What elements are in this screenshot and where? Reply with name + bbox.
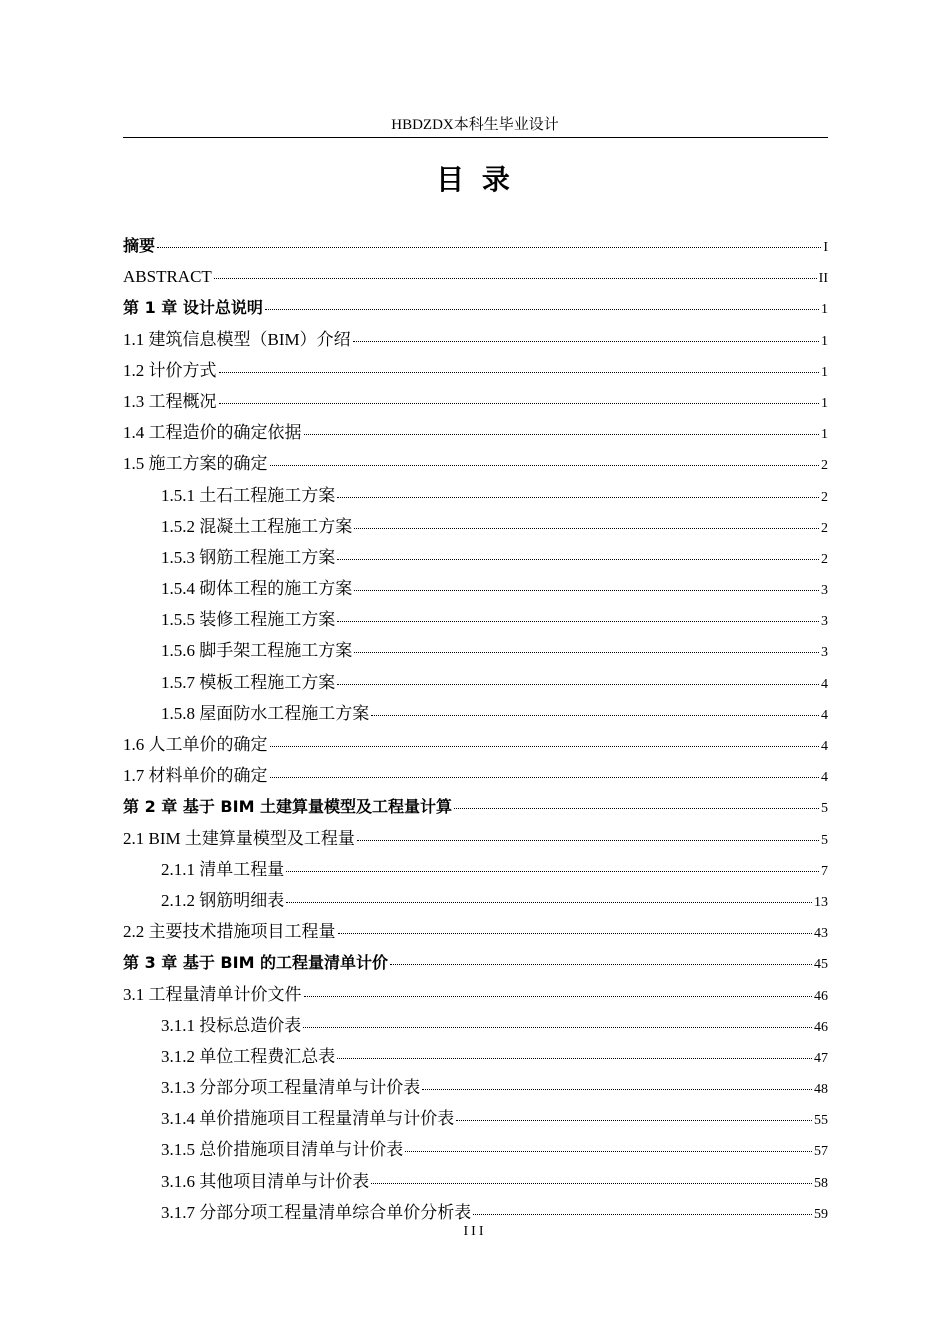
toc-leader-dots [357,840,819,841]
page-title: 目 录 [436,163,514,196]
toc-entry-label: 2.1.1 清单工程量 [161,859,285,879]
page-header: HBDZDX本科生毕业设计 [391,117,559,133]
toc-entry[interactable] [123,573,828,604]
toc-entry[interactable] [123,885,828,916]
toc-leader-dots [337,1058,812,1059]
toc-entry[interactable] [123,1134,828,1165]
toc-entry-page: 2 [821,520,828,536]
toc-entry-label: 1.2 计价方式 [123,360,217,380]
toc-leader-dots [270,465,820,466]
toc-leader-dots [371,715,819,716]
toc-leader-dots [473,1214,812,1215]
toc-entry[interactable] [123,947,828,978]
toc-leader-dots [338,933,813,934]
toc-entry-page: 45 [814,957,828,973]
toc-entry-label: 1.5.7 模板工程施工方案 [161,672,336,692]
toc-leader-dots [337,497,819,498]
toc-entry[interactable] [123,760,828,791]
toc-entry-label: 2.2 主要技术措施项目工程量 [123,922,336,942]
toc-leader-dots [422,1089,812,1090]
toc-entry-label: 1.4 工程造价的确定依据 [123,423,302,443]
toc-leader-dots [304,996,813,997]
toc-entry[interactable] [123,854,828,885]
toc-entry-page: 1 [821,364,828,380]
toc-entry-page: 5 [821,832,828,848]
toc-entry-label: 第 2 章 基于 BIM 土建算量模型及工程量计算 [123,797,453,817]
toc-entry[interactable] [123,292,828,323]
header-rule [123,137,828,138]
toc-entry[interactable] [123,355,828,386]
toc-leader-dots [270,777,820,778]
toc-entry-page: 1 [821,302,828,318]
toc-leader-dots [390,964,812,965]
toc-entry[interactable] [123,542,828,573]
toc-entry[interactable] [123,698,828,729]
toc-entry-label: 1.3 工程概况 [123,391,217,411]
toc-entry-page: 58 [814,1175,828,1191]
toc-leader-dots [337,621,819,622]
toc-entry[interactable] [123,1103,828,1134]
toc-leader-dots [157,247,821,248]
toc-entry-page: 1 [821,427,828,443]
toc-entry[interactable] [123,979,828,1010]
toc-entry-page: I [823,240,828,255]
toc-entry[interactable] [123,791,828,822]
toc-leader-dots [303,1027,812,1028]
table-of-contents [123,230,828,1228]
toc-entry-page: 2 [821,551,828,567]
toc-entry-page: 3 [821,583,828,599]
toc-entry-page: 3 [821,614,828,630]
toc-entry-label: 1.5.6 脚手架工程施工方案 [161,641,353,661]
toc-entry[interactable] [123,1041,828,1072]
toc-leader-dots [214,278,817,279]
toc-entry-page: 4 [821,739,828,754]
toc-entry-page: 4 [821,676,828,692]
toc-leader-dots [354,590,819,591]
toc-entry[interactable] [123,417,828,448]
toc-entry-label: 第 3 章 基于 BIM 的工程量清单计价 [123,953,389,973]
toc-entry[interactable] [123,729,828,760]
toc-entry-page: 48 [814,1082,828,1098]
toc-entry-label: 1.6 人工单价的确定 [123,735,268,754]
toc-entry[interactable] [123,916,828,947]
toc-entry-label: 3.1.7 分部分项工程量清单综合单价分析表 [161,1202,472,1222]
toc-leader-dots [456,1120,812,1121]
toc-entry-label: 3.1.3 分部分项工程量清单与计价表 [161,1078,421,1098]
footer-page-number: III [463,1224,487,1239]
toc-entry[interactable] [123,324,828,355]
toc-entry-label: 1.7 材料单价的确定 [123,766,268,786]
toc-entry-label: 1.5.2 混凝土工程施工方案 [161,516,353,536]
toc-entry-label: 3.1.2 单位工程费汇总表 [161,1046,336,1066]
toc-leader-dots [286,902,812,903]
toc-leader-dots [219,403,820,404]
toc-entry-page: II [818,271,828,287]
toc-entry-label: 3.1.6 其他项目清单与计价表 [161,1171,370,1191]
toc-entry[interactable] [123,511,828,542]
toc-entry-page: 46 [814,988,828,1004]
toc-entry-label: 1.5.8 屋面防水工程施工方案 [161,703,370,723]
toc-entry-label: 2.1.2 钢筋明细表 [161,890,285,910]
toc-leader-dots [286,871,819,872]
toc-entry-page: 2 [821,458,828,474]
toc-entry-label: 1.5.4 砌体工程的施工方案 [161,579,353,599]
toc-entry-page: 2 [821,489,828,505]
toc-entry-label: 第 1 章 设计总说明 [123,298,263,318]
toc-entry[interactable] [123,386,828,417]
toc-entry[interactable] [123,230,828,261]
toc-leader-dots [454,808,819,809]
toc-entry-page: 1 [821,395,828,411]
toc-leader-dots [354,528,819,529]
toc-entry[interactable] [123,1010,828,1041]
toc-entry[interactable] [123,604,828,635]
toc-leader-dots [270,746,820,747]
toc-entry-page: 4 [821,707,828,723]
toc-entry-page: 43 [814,926,828,942]
toc-entry-page: 5 [821,801,828,817]
toc-entry[interactable] [123,448,828,479]
toc-entry-page: 47 [814,1050,828,1066]
toc-entry-label: 摘要 [123,236,156,255]
toc-entry[interactable] [123,667,828,698]
toc-leader-dots [353,341,819,342]
toc-leader-dots [405,1151,812,1152]
toc-leader-dots [371,1183,812,1184]
toc-entry-label: 1.5 施工方案的确定 [123,454,268,474]
toc-entry-label: 1.5.1 土石工程施工方案 [161,485,336,505]
toc-entry-page: 4 [821,770,828,786]
toc-leader-dots [354,652,819,653]
toc-entry-page: 55 [814,1113,828,1129]
toc-entry[interactable] [123,823,828,854]
toc-entry-page: 57 [814,1144,828,1160]
toc-leader-dots [304,434,820,435]
toc-entry-label: 3.1 工程量清单计价文件 [123,984,302,1004]
toc-entry-label: 1.5.3 钢筋工程施工方案 [161,547,336,567]
toc-entry-label: 1.5.5 装修工程施工方案 [161,610,336,630]
toc-entry-label: 3.1.5 总价措施项目清单与计价表 [161,1140,404,1160]
toc-entry-page: 46 [814,1019,828,1035]
toc-entry-label: 2.1 BIM 土建算量模型及工程量 [123,828,355,848]
toc-leader-dots [337,684,819,685]
toc-entry-label: 3.1.1 投标总造价表 [161,1015,302,1035]
toc-entry-page: 3 [821,645,828,661]
toc-entry[interactable] [123,1166,828,1197]
toc-entry-page: 13 [814,894,828,910]
toc-entry[interactable] [123,261,828,292]
toc-entry-label: ABSTRACT [123,267,212,287]
toc-leader-dots [337,559,819,560]
toc-entry[interactable] [123,480,828,511]
toc-leader-dots [219,372,820,373]
toc-entry[interactable] [123,635,828,666]
toc-entry-label: 3.1.4 单价措施项目工程量清单与计价表 [161,1109,455,1129]
toc-entry-page: 59 [814,1206,828,1222]
toc-entry-page: 7 [821,863,828,879]
toc-entry[interactable] [123,1072,828,1103]
toc-entry-page: 1 [821,333,828,349]
toc-entry-label: 1.1 建筑信息模型（BIM）介绍 [123,329,351,349]
toc-leader-dots [265,309,819,310]
